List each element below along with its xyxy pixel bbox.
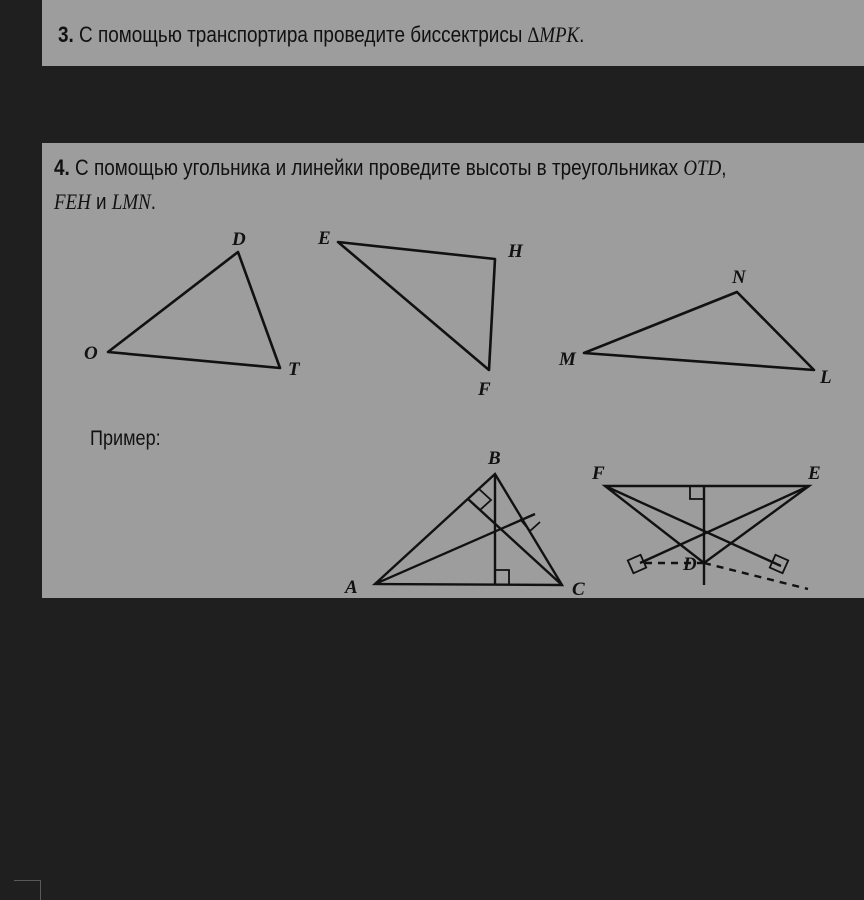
- task-4-body: С помощью угольника и линейки проведите высоты в треугольниках: [75, 155, 684, 180]
- label-h: H: [508, 241, 523, 262]
- task-3-triangle: ∆MPK: [527, 22, 580, 47]
- task-4-card: [42, 143, 864, 598]
- label-e-example: E: [808, 463, 821, 484]
- label-l: L: [820, 367, 832, 388]
- task-4-number: 4.: [54, 155, 70, 180]
- task-4-line-1: 4. С помощью угольника и линейки проведите высоты в треугольниках OTD,: [54, 155, 727, 180]
- triangle-lmn: [584, 292, 814, 370]
- label-d: D: [232, 229, 246, 250]
- label-m: M: [559, 349, 576, 370]
- example-label: Пример:: [90, 427, 161, 450]
- label-n: N: [732, 267, 746, 288]
- label-f-example: F: [592, 463, 605, 484]
- triangle-otd: [108, 252, 280, 368]
- task-4-conjunction: и: [90, 189, 112, 214]
- task-3-number: 3.: [58, 22, 74, 47]
- task-3-end: .: [579, 22, 585, 47]
- task-3-body: С помощью транспортира проведите биссектрисы: [79, 22, 528, 47]
- label-d-example: D: [683, 554, 697, 575]
- task-3-text: [58, 22, 584, 48]
- task-4-triangle-1: OTD: [683, 155, 722, 180]
- label-a: A: [345, 577, 358, 598]
- label-f: F: [478, 379, 491, 400]
- example-triangle-fed: [605, 486, 809, 589]
- task-3-card: [42, 0, 864, 66]
- triangle-feh: [338, 242, 495, 370]
- label-e: E: [318, 228, 331, 249]
- task-4-triangle-2: FEH: [54, 189, 91, 214]
- label-t: T: [288, 359, 300, 380]
- corner-mark: [14, 880, 41, 900]
- task-4-end: .: [150, 189, 157, 214]
- label-o: O: [84, 343, 98, 364]
- label-c: C: [572, 579, 585, 598]
- geometry-figures: [42, 143, 864, 598]
- task-4-triangle-3: LMN: [111, 189, 151, 214]
- example-triangle-abc: [375, 474, 562, 585]
- label-b: B: [488, 448, 501, 469]
